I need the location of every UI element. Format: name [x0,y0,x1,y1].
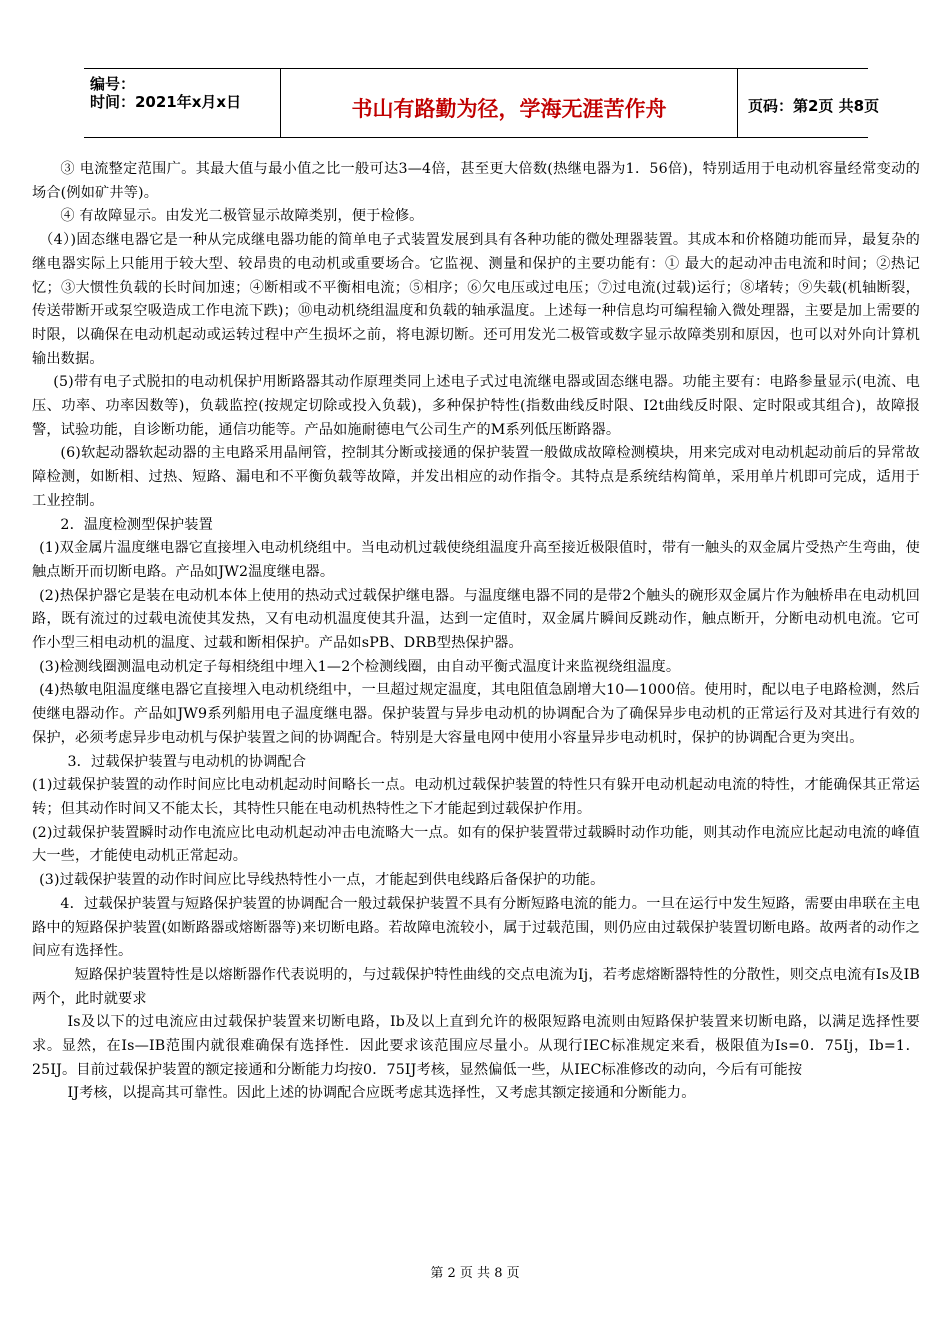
body-paragraph: Is及以下的过电流应由过载保护装置来切断电路，Ib及以上直到允许的极限短路电流则由短路保护装置来切断电路，以满足选择性要求。显然，在Is—IB范围内就很难确保有选择性．因此要求该范围应尽量小。从现行IEC标准规定来看，极限值为Is=0．75Ij，Ib=1．25IJ。目前过载保护装置的额定接通和分断能力均按0．75IJ考核，显然偏低一些，从IEC标准修改的动向，今后有可能按 [32,1014,920,1078]
body-paragraph: ④ 有故障显示。由发光二极管显示故障类别，便于检修。 [60,208,424,225]
body-paragraph: (4)热敏电阻温度继电器它直接埋入电动机绕组中，一旦超过规定温度，其电阻值急剧增大10—1000倍。使用时，配以电子电路检测，然后使继电器动作。产品如JW9系列船用电子温度继电器。保护装置与异步电动机的协调配合为了确保异步电动机的正常运行及对其进行有效的保护，必须考虑异步电动机与保护装置之间的协调配合。特别是大容量电网中使用小容量异步电动机时，保护的协调配合更为突出。 [32,682,920,746]
page-footer: 第 2 页 共 8 页 [430,1266,520,1281]
document-number-label: 编号： [90,75,136,93]
document-time-label: 时间：2021年x月x日 [90,93,242,111]
body-paragraph: 4．过载保护装置与短路保护装置的协调配合一般过载保护装置不具有分断短路电流的能力。一旦在运行中发生短路，需要由串联在主电路中的短路保护装置(如断路器或熔断器等)来切断电路。若故障电流较小，属于过载范围，则仍应由过载保护装置切断电路。故两者的动作之间应有选择性。 [32,895,920,960]
body-paragraph: (6)软起动器软起动器的主电路采用晶闸管，控制其分断或接通的保护装置一般做成故障检测模块，用来完成对电动机起动前后的异常故障检测，如断相、过热、短路、漏电和不平衡负载等故障，并发出相应的动作指令。其特点是系统结构简单，采用单片机即可完成，适用于工业控制。 [32,445,920,509]
body-paragraph: ③ 电流整定范围广。其最大值与最小值之比一般可达3—4倍，甚至更大倍数(热继电器为1．56倍)，特别适用于电动机容量经常变动的场合(例如矿井等)。 [32,161,920,201]
header-page-code: 页码：第2页 共8页 [748,97,880,115]
body-paragraph: (2)热保护器它是装在电动机本体上使用的热动式过载保护继电器。与温度继电器不同的是带2个触头的碗形双金属片作为触桥串在电动机回路，既有流过的过载电流使其发热，又有电动机温度使其升温，达到一定值时，双金属片瞬间反跳动作，触点断开，分断电动机电流。它可作小型三相电动机的温度、过载和断相保护。产品如sPB、DRB型热保护器。 [32,587,920,652]
body-paragraph: (5)带有电子式脱扣的电动机保护用断路器其动作原理类同上述电子式过电流继电器或固态继电器。功能主要有：电路参量显示(电流、电压、功率、功率因数等)，负载监控(按规定切除或投入负载)，多种保护特性(指数曲线反时限、I2t曲线反时限、定时限或其组合)，故障报警，试验功能，自诊断功能，通信功能等。产品如施耐德电气公司生产的M系列低压断路器。 [32,374,920,438]
body-paragraph: (1)过载保护装置的动作时间应比电动机起动时间略长一点。电动机过载保护装置的特性只有躲开电动机起动电流的特性，才能确保其正常运转；但其动作时间又不能太长，其特性只能在电动机热特性之下才能起到过载保护作用。 [32,777,920,817]
header-motto: 书山有路勤为径，学海无涯苦作舟 [351,97,667,121]
body-paragraph: 短路保护装置特性是以熔断器作代表说明的，与过载保护特性曲线的交点电流为Ij，若考虑熔断器特性的分散性，则交点电流有Is及IB两个，此时就要求 [32,966,920,1007]
body-paragraph: (2)过载保护装置瞬时动作电流应比电动机起动冲击电流略大一点。如有的保护装置带过载瞬时动作功能，则其动作电流应比起动电流的峰值大一些，才能使电动机正常起动。 [32,824,920,865]
header-motto-cell [280,69,738,137]
body-paragraph: 3．过载保护装置与电动机的协调配合 [67,753,307,770]
page-header [84,68,880,138]
body-paragraph: (3)过载保护装置的动作时间应比导线热特性小一点，才能起到供电线路后备保护的功能。 [39,872,605,889]
header-page-cell [736,69,880,137]
document-body [32,158,920,1106]
body-paragraph: (1)双金属片温度继电器它直接埋入电动机绕组中。当电动机过载使绕组温度升高至接近极限值时，带有一触头的双金属片受热产生弯曲，使触点断开而切断电路。产品如JW2温度继电器。 [32,540,920,580]
body-paragraph: （4）)固态继电器它是一种从完成继电器功能的简单电子式装置发展到具有各种功能的微处理器装置。其成本和价格随功能而异，最复杂的继电器实际上只能用于较大型、较昂贵的电动机或重要场合。它监视、测量和保护的主要功能有：① 最大的起动冲击电流和时间；②热记忆；③大惯性负载的长时间加速；④断相或不平衡相电流；⑤相序；⑥欠电压或过电压；⑦过电流(过载)运行；⑧堵转；⑨失载(机轴断裂，传送带断开或泵空吸造成工作电流下跌)；⑩电动机绕组温度和负载的轴承温度。上述每一种信息均可编程输入微处理器，主要是加上需要的时限，以确保在电动机起动或运转过程中产生损坏之前，将电源切断。还可用发光二极管或数字显示故障类别和原因，也可以对外向计算机输出数据。 [32,232,920,367]
body-paragraph: 2．温度检测型保护装置 [60,516,213,533]
header-meta-cell [84,69,280,137]
body-paragraph: IJ考核，以提高其可靠性。因此上述的协调配合应既考虑其选择性，又考虑其额定接通和分断能力。 [67,1085,696,1102]
body-paragraph: (3)检测线圈测温电动机定子每相绕组中埋入1—2个检测线圈，由自动平衡式温度计来监视绕组温度。 [39,658,681,675]
